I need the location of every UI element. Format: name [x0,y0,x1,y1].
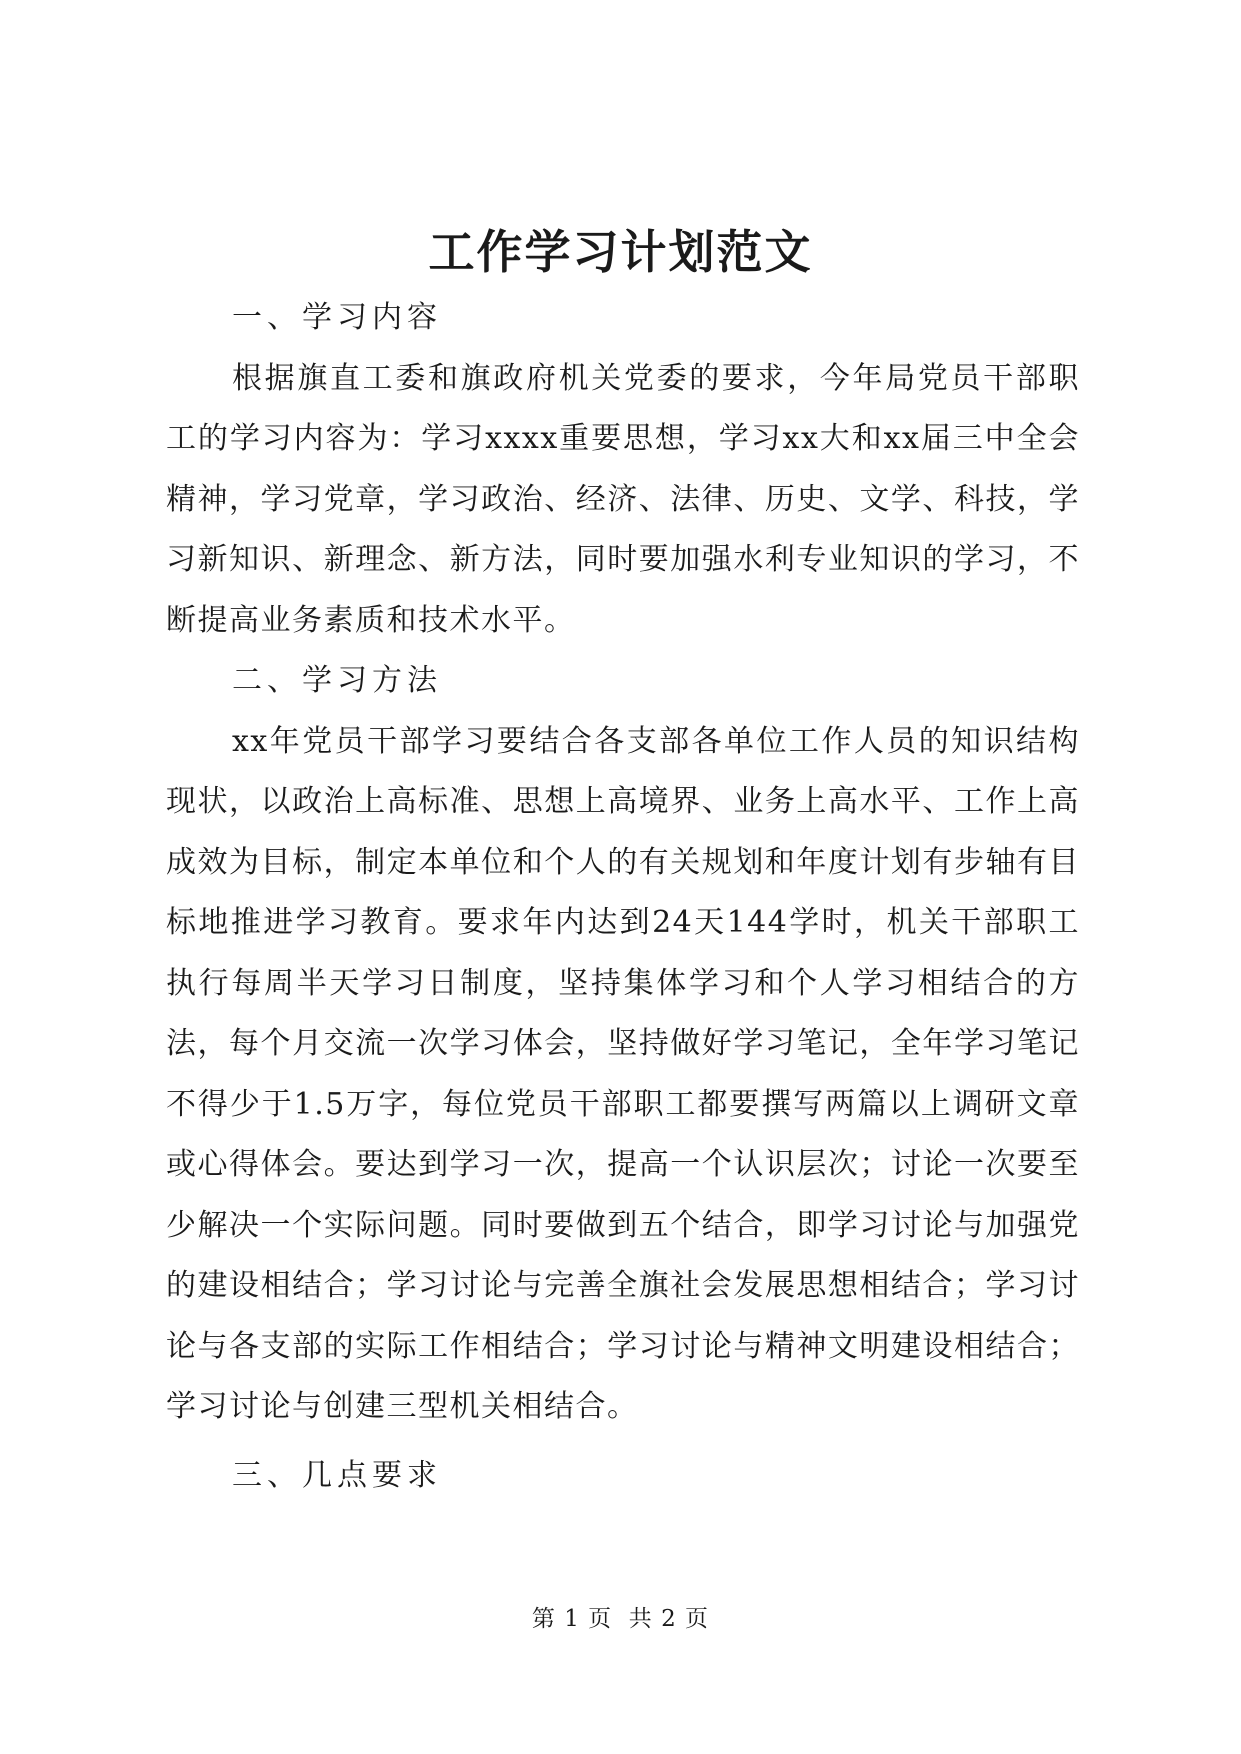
page-number-label: 第 1 页 共 2 页 [531,1606,710,1632]
document-title: 工作学习计划范文 [428,225,813,279]
section-heading: 二、学习方法 [232,663,442,698]
paragraph: xx年党员干部学习要结合各支部各单位工作人员的知识结构现状，以政治上高标准、思想上高境界、业务上高水平、工作上高成效为目标，制定本单位和个人的有关规划和年度计划有步轴有目标地推进学习教育。要求年内达到24天144学时，机关干部职工执行每周半天学习日制度，坚持集体学习和个人学习相结合的方法，每个月交流一次学习体会，坚持做好学习笔记，全年学习笔记不得少于1.5万字，每位党员干部职工都要撰写两篇以上调研文章或心得体会。要达到学习一次，提高一个认识层次；讨论一次要至少解决一个实际问题。同时要做到五个结合，即学习讨论与加强党的建设相结合；学习讨论与完善全旗社会发展思想相结合；学习讨论与各支部的实际工作相结合；学习讨论与精神文明建设相结合；学习讨论与创建三型机关相结合。 [166,723,1080,1424]
section-heading: 三、几点要求 [232,1457,442,1493]
paragraph: 根据旗直工委和旗政府机关党委的要求，今年局党员干部职工的学习内容为：学习xxxx重要思想，学习xx大和xx届三中全会精神，学习党章，学习政治、经济、法律、历史、文学、科技，学习新知识、新理念、新方法，同时要加强水利专业知识的学习，不断提高业务素质和技术水平。 [166,360,1080,638]
page-number-footer [0,1604,1241,1634]
document-body [166,288,1080,1506]
section-heading: 一、学习内容 [232,300,442,335]
